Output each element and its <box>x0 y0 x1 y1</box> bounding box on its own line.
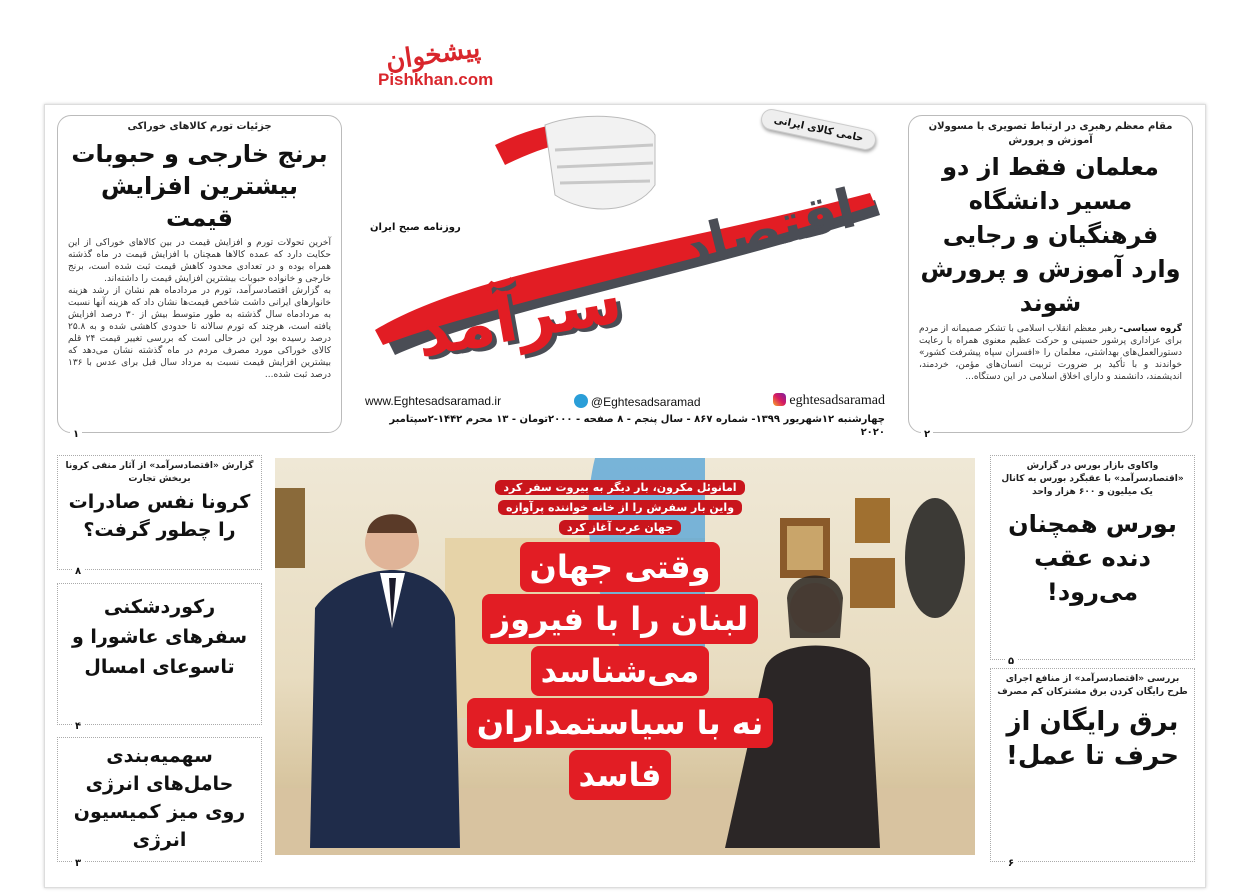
left-article-2[interactable] <box>57 583 262 732</box>
body-text: به گزارش اقتصادسرآمد، تورم در مردادماه هم نشان از رشد هزینه خانوارهای ایرانی داشت شاخص قیمت‌ها نشان داد که هزینه آنها نسبت به مردادماه سال گذشته به طور متوسط بیش از ۳۰ درصد افزایش یافته است، هرچند که تورم سالانه تا حدودی کاهشی شده و به ۲۵.۸ درصد رسیده بود این در حالی است که بررسی تغییر قیمت ۲۴ قلم کالای خوراکی مورد مصرف مردم در ماه گذشته نشان می‌دهد که بیشترین افزایش قیمت نسبت به مرداد سال قبل برای عدس با ۱۳۶ درصد ثبت شده... <box>68 286 331 380</box>
telegram-link[interactable] <box>574 394 701 409</box>
instagram-handle: eghtesadsaramad <box>789 393 885 408</box>
headline: سهمیه‌بندی حامل‌های انرژی روی میز کمیسیون انرژی <box>73 745 246 851</box>
badge: حامی کالای ایرانی <box>759 107 878 152</box>
body-copy: رهبر معظم انقلاب اسلامی با تشکر صمیمانه از مردم برای عزاداری پرشور حسینی و حرکت عظیم معنوی همراه با رعایت دستورالعمل‌های بهداشتی، معلمان را «افسران سپاه پیشرفت کشور» خواندند و با تأکید بر ضرورت تربیت انسان‌های مؤمن، خردمند، اندیشمند، دانشمند و دارای اخلاق اسلامی در این دستگاه... <box>919 324 1182 382</box>
page-number: ۶ <box>1005 858 1017 870</box>
main-headline-line: نه با سیاستمداران <box>467 698 773 748</box>
headline: کرونا نفس صادرات را چطور گرفت؟ <box>68 491 251 541</box>
watermark-persian: پیشخوان <box>383 33 483 77</box>
website-link[interactable]: www.Eghtesadsaramad.ir <box>365 394 502 408</box>
main-photo[interactable] <box>275 458 975 855</box>
page-number: ۲ <box>921 429 933 441</box>
kicker: مقام معظم رهبری در ارتباط تصویری با مسوولان آموزش و پرورش <box>928 121 1173 146</box>
page-number: ۵ <box>1005 656 1017 668</box>
headline: رکوردشکنی سفرهای عاشورا و تاسوعای امسال <box>71 596 248 678</box>
headline: برنج خارجی و حبوبات بیشترین افزایش قیمت <box>71 140 328 232</box>
page-number: ۳ <box>72 858 84 870</box>
watermark-latin: Pishkhan.com <box>378 70 494 89</box>
kicker: گزارش «اقتصادسرآمد» از آثار منفی کرونا بربخش تجارت <box>65 461 254 484</box>
headline: معلمان فقط از دو مسیر دانشگاه فرهنگیان و رجایی وارد آموزش و پرورش شوند <box>920 153 1181 317</box>
top-left-article[interactable] <box>57 115 342 440</box>
instagram-link[interactable] <box>773 393 885 409</box>
headline: برق رایگان از حرف تا عمل! <box>1006 707 1179 771</box>
kicker: جزئیات تورم کالاهای خوراکی <box>127 121 272 132</box>
main-headline-line: لبنان را با فیروز <box>482 594 759 644</box>
logo-word-saramad: سرآمد <box>409 260 628 373</box>
page-number: ۱ <box>70 429 82 441</box>
main-headline-line: فاسد <box>569 750 672 800</box>
sub-headline: واین بار سفرش را از خانه خواننده پرآوازه <box>498 500 742 515</box>
kicker: بررسی «اقتصادسرآمد» از منافع اجرای طرح رایگان کردن برق مشترکان کم مصرف <box>997 674 1188 697</box>
main-headline-group <box>425 476 815 800</box>
main-headline-line: وقتی جهان <box>520 542 721 592</box>
page-number: ۴ <box>72 721 84 733</box>
headline: بورس همچنان دنده عقب می‌رود! <box>1008 510 1177 606</box>
telegram-icon <box>574 394 588 408</box>
top-right-article[interactable] <box>908 115 1193 440</box>
sub-headline: جهان عرب آغاز کرد <box>559 520 681 535</box>
right-article-1[interactable] <box>990 455 1195 667</box>
byline: گروه سیاسی- <box>1119 324 1182 334</box>
dateline: چهارشنبه ۱۲شهریور ۱۳۹۹- شماره ۸۶۷ - سال پنجم - ۸ صفحه - ۲۰۰۰تومان - ۱۳ محرم ۱۴۴۲-۲سپتامبر ۲۰۲۰ <box>389 414 885 438</box>
watermark <box>378 33 494 90</box>
body-text: آخرین تحولات تورم و افزایش قیمت در بین کالاهای خوراکی از این حکایت دارد که عمده کالاها همچنان با افزایش قیمت در ماه گذشته همراه بوده و در تعدادی محدود کاهش قیمت ثبت شده است، برنج خارجی و خانواده حبوبات بیشترین افزایش قیمت را داشته‌اند. <box>68 238 331 284</box>
instagram-icon <box>773 393 786 406</box>
mask-icon <box>545 116 655 209</box>
left-article-3[interactable] <box>57 737 262 869</box>
left-article-1[interactable] <box>57 455 262 577</box>
main-headline-line: می‌شناسد <box>531 646 710 696</box>
logo-word-eghtesad: اقتصاد <box>674 176 862 281</box>
tagline: روزنامه صبح ایران <box>370 222 461 233</box>
masthead <box>355 105 895 445</box>
body-text <box>919 323 1182 383</box>
right-article-2[interactable] <box>990 668 1195 869</box>
page-number: ۸ <box>72 566 84 578</box>
kicker: واکاوی بازار بورس در گزارش «اقتصادسرآمد» با عقبگرد بورس به کانال یک میلیون و ۶۰۰ هزار واحد <box>1001 461 1184 497</box>
telegram-handle: @Eghtesadsaramad <box>590 394 701 409</box>
sub-headline: امانوئل مکرون، بار دیگر به بیروت سفر کرد <box>495 480 744 495</box>
social-bar <box>365 393 885 409</box>
